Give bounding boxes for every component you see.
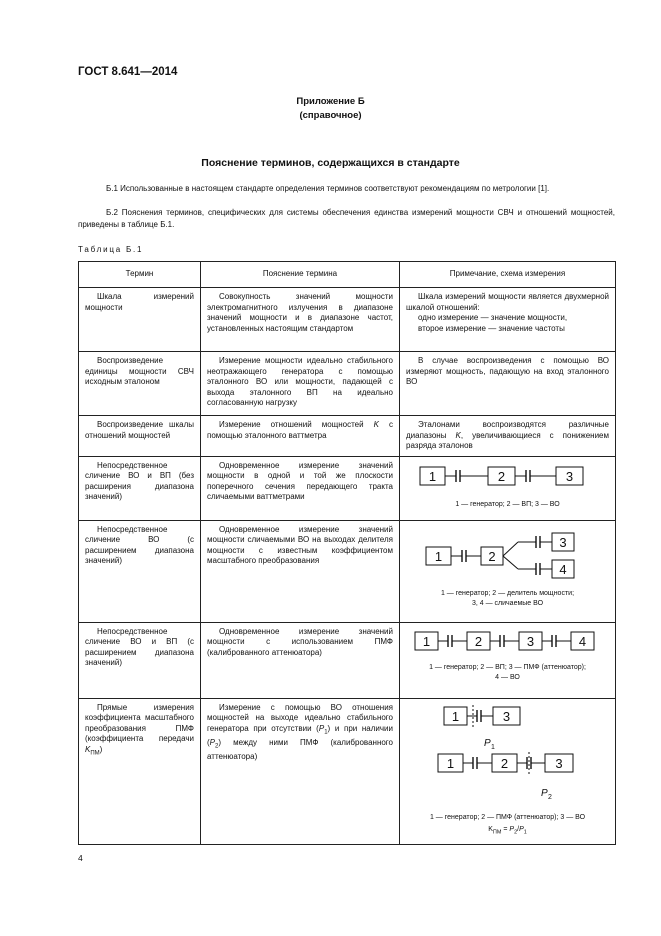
header-note: Примечание, схема измерения [400, 262, 616, 288]
block-label: 3 [559, 534, 567, 550]
table-row [79, 698, 616, 844]
diagram-cell [400, 520, 616, 622]
explanation-cell: Одновременное измерение значений мощности сличаемыми ВО на выходах делителя мощности с известным коэффициентом масштабного преобразования [201, 520, 400, 622]
block-label: 4 [559, 561, 567, 577]
scheme-1-2-3 [406, 461, 612, 497]
block-label: 2 [497, 468, 506, 484]
scheme-splitter [406, 525, 612, 583]
explanation-text: ) и при наличии ( [207, 723, 393, 747]
subscript: ПМ [90, 750, 100, 757]
ratio-formula [406, 825, 609, 837]
symbol-k: K [455, 430, 461, 440]
term-cell: Воспроизведение единицы мощности СВЧ исходным эталоном [79, 352, 201, 416]
block-label: 3 [565, 468, 574, 484]
table-row [79, 352, 616, 416]
table-header-row [79, 262, 616, 288]
power-label-sub: 1 [491, 743, 495, 751]
scheme-direct-measurement [406, 703, 612, 809]
block-label: 2 [488, 548, 496, 564]
term-text: ) [99, 744, 103, 754]
formula-slash: / [517, 825, 520, 833]
note-text: Эталонами воспроизводятся различные диапазоны [406, 420, 609, 440]
explanation-text: Измерение с помощью ВО отношения мощностей на выходе идеально стабильного генератора при отсутствии ( [207, 702, 393, 733]
diagram-caption: 3, 4 — сличаемые ВО [471, 599, 544, 607]
block-label: 1 [446, 755, 455, 771]
block-label: 4 [578, 633, 587, 649]
table-row [79, 520, 616, 622]
symbol-p: P [509, 825, 515, 833]
diagram-caption: 1 — генератор; 2 — ПМФ (аттенюатор); 3 — ВО [429, 813, 586, 821]
symbol-k: K [85, 744, 91, 754]
header-explanation: Пояснение термина [201, 262, 400, 288]
term-cell: Шкала измерений мощности [79, 288, 201, 352]
term-cell: Непосредственное сличение ВО (с расширением диапазона значений) [79, 520, 201, 622]
table-row [79, 622, 616, 698]
term-cell [79, 698, 201, 844]
note-cell [400, 416, 616, 457]
note-cell: В случае воспроизведения с помощью ВО измеряют мощность, падающую на вход эталонного ВО [400, 352, 616, 416]
symbol-p: P [318, 723, 325, 733]
document-code: ГОСТ 8.641—2014 [78, 66, 178, 78]
explanation-cell: Измерение мощности идеально стабильного неотражающего генератора с помощью эталонного ВО или мощности, падающей с выхода эталонного ВП на идеально согласованную нагрузку [201, 352, 400, 416]
subscript: 2 [514, 828, 518, 835]
block-label: 2 [474, 633, 483, 649]
diagram-caption: 4 — ВО [495, 673, 520, 681]
term-cell: Воспроизведение шкалы отношений мощностей [79, 416, 201, 457]
note-line: второе измерение — значение частоты [418, 323, 565, 333]
term-text: Прямые измерения коэффициента масштабного преобразования ПМФ (коэффициента передачи [85, 702, 194, 743]
symbol-k: K [373, 420, 379, 429]
paragraph-b1: Б.1 Использованные в настоящем стандарте определения терминов соответствуют рекомендациям по метрологии [1]. [106, 184, 550, 193]
symbol-p: P [209, 737, 216, 747]
formula-eq: = [501, 825, 510, 833]
diagram-cell [400, 622, 616, 698]
block-label: 2 [500, 755, 509, 771]
explanation-cell: Совокупность значений мощности электромагнитного излучения в диапазоне значений мощности и в диапазоне частот, установленных настоящим стандартом [201, 288, 400, 352]
explanation-cell: Одновременное измерение значений мощности с использованием ПМФ (калиброванного аттенюатора) [201, 622, 400, 698]
note-line: Шкала измерений мощности является двухмерной шкалой отношений: [406, 292, 609, 312]
scheme-attenuator [406, 627, 612, 657]
explanation-text: Измерение отношений мощностей [219, 420, 374, 429]
diagram-caption: 1 — генератор; 2 — ВП; 3 — ПМФ (аттенюатор); [429, 663, 586, 671]
explanation-text: ) между ними ПМФ (калиброванного аттенюатора) [207, 737, 393, 761]
note-line: одно измерение — значение мощности, [418, 313, 568, 322]
table-row [79, 288, 616, 352]
power-label-p2: P [541, 787, 548, 799]
terms-table [78, 261, 616, 845]
appendix-title: Приложение Б [296, 96, 365, 107]
block-label: 3 [555, 755, 563, 771]
block-label: 1 [451, 708, 460, 724]
block-label: 3 [526, 633, 535, 649]
term-cell: Непосредственное сличение ВО и ВП (без расширения диапазона значений) [79, 456, 201, 520]
diagram-cell [400, 456, 616, 520]
block-label: 3 [502, 708, 511, 724]
term-cell: Непосредственное сличение ВО и ВП (с расширением диапазона значений) [79, 622, 201, 698]
explanation-cell: Одновременное измерение значений мощности в одной и той же плоскости поперечного сечения передающего тракта сличаемыми ваттметрами [201, 456, 400, 520]
paragraph-b2: Б.2 Пояснения терминов, специфических для системы обеспечения единства измерений мощности СВЧ и отношений мощностей, приведены в таблице Б.1. [78, 208, 615, 229]
page-number: 4 [78, 853, 83, 863]
block-label: 1 [428, 468, 437, 484]
formula-k: K [488, 825, 493, 833]
explanation-cell [201, 416, 400, 457]
diagram-caption: 1 — генератор; 2 — делитель мощности; [440, 589, 575, 597]
section-title: Пояснение терминов, содержащихся в стандарте [201, 157, 460, 169]
table-row [79, 416, 616, 457]
symbol-p: P [519, 825, 524, 833]
table-row [79, 456, 616, 520]
table-label: Таблица Б.1 [78, 245, 144, 254]
block-label: 1 [434, 548, 443, 564]
appendix-subtitle: (справочное) [299, 110, 362, 121]
subscript: 1 [324, 729, 328, 736]
block-label: 1 [422, 633, 431, 649]
power-label-p1: P [484, 737, 491, 749]
note-cell [400, 288, 616, 352]
power-label-sub: 2 [548, 793, 552, 801]
diagram-cell [400, 698, 616, 844]
explanation-cell [201, 698, 400, 844]
subscript: ПМ [492, 828, 502, 835]
header-term: Термин [79, 262, 201, 288]
note-text: , увеличивающиеся с понижением разряда эталонов [406, 430, 609, 450]
subscript: 1 [523, 828, 527, 835]
subscript: 2 [215, 743, 219, 750]
explanation-text: с помощью эталонного ваттметра [207, 420, 393, 440]
diagram-caption: 1 — генератор; 2 — ВП; 3 — ВО [455, 500, 560, 508]
